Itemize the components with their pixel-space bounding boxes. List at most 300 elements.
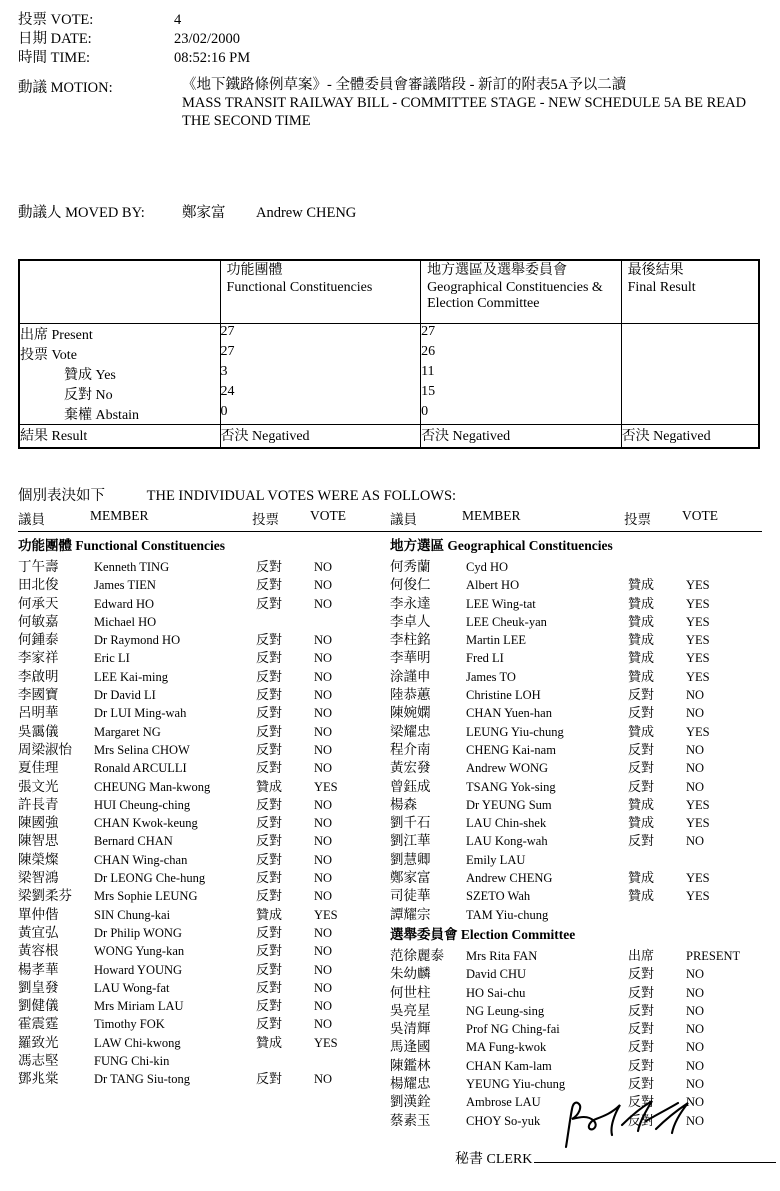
member-vote-en: NO (314, 871, 333, 886)
member-vote-row (18, 610, 390, 628)
member-vote-en: NO (686, 1095, 705, 1110)
member-vote-cn: 贊成 (628, 577, 655, 593)
member-vote-row (18, 665, 390, 683)
member-vote-row (390, 866, 762, 884)
member-vote-cn: 反對 (628, 1094, 655, 1110)
member-name-en: Dr Raymond HO (94, 633, 181, 648)
member-vote-en: NO (314, 560, 333, 574)
member-name-en: SIN Chung-kai (94, 907, 171, 922)
member-vote-cn: 反對 (256, 888, 283, 904)
member-vote-row (390, 811, 762, 829)
member-vote-cn: 贊成 (628, 815, 655, 831)
member-vote-en: NO (686, 688, 705, 703)
label-present-en: Present (51, 328, 93, 343)
member-vote-cn: 反對 (256, 595, 283, 611)
member-name-en: CHEUNG Man-kwong (94, 779, 211, 794)
member-vote-en: YES (686, 578, 710, 593)
member-vote-row (390, 1072, 762, 1090)
result-final: 否決 Negatived (621, 425, 758, 448)
member-name-cn: 涂謹申 (390, 668, 431, 684)
member-name-en: Dr Philip WONG (94, 925, 182, 940)
member-name-en: Prof NG Ching-fai (466, 1022, 560, 1037)
group-heading-en: Geographical Constituencies (444, 538, 613, 553)
present-final (621, 324, 758, 345)
member-vote-en: NO (314, 944, 333, 959)
member-vote-en: NO (686, 761, 705, 776)
member-vote-cn: 贊成 (628, 888, 655, 904)
member-name-cn: 單仲偕 (18, 906, 59, 922)
member-vote-cn: 反對 (256, 924, 283, 940)
summary-label-result (20, 425, 221, 448)
member-name-cn: 陳智思 (18, 833, 59, 849)
member-vote-cn: 反對 (628, 1039, 655, 1055)
time-value: 08:52:16 PM (174, 50, 251, 66)
member-name-cn: 丁午壽 (18, 559, 59, 574)
right-group-container (390, 532, 762, 1127)
summary-col-final (621, 261, 758, 324)
member-vote-row (18, 1012, 390, 1030)
member-vote-row (390, 962, 762, 980)
member-vote-row (390, 775, 762, 793)
member-vote-cn: 反對 (628, 833, 655, 849)
member-name-en: LAW Chi-kwong (94, 1035, 181, 1050)
member-vote-en: YES (686, 816, 710, 831)
member-vote-row (18, 994, 390, 1012)
member-name-cn: 霍震霆 (18, 1016, 59, 1032)
member-name-cn: 鄧兆棠 (18, 1071, 59, 1087)
member-vote-cn: 贊成 (256, 906, 283, 922)
summary-col-functional (220, 261, 421, 324)
member-name-cn: 何敏嘉 (18, 613, 59, 629)
member-name-en: LEE Cheuk-yan (466, 614, 547, 629)
member-name-en: Margaret NG (94, 724, 161, 739)
group-heading-cn: 功能團體 (18, 538, 72, 553)
member-name-cn: 周梁淑怡 (18, 741, 72, 757)
member-name-en: Emily LAU (466, 852, 526, 867)
member-vote-row (18, 958, 390, 976)
member-vote-en: YES (686, 797, 710, 812)
member-vote-cn: 反對 (256, 1016, 283, 1032)
member-vote-en: YES (686, 871, 710, 886)
individual-votes-columns (18, 508, 762, 1127)
member-name-cn: 劉漢銓 (390, 1094, 431, 1110)
member-vote-en: NO (314, 889, 333, 904)
member-vote-en: PRESENT (686, 948, 741, 963)
header-vote-cn-right: 投票 (624, 512, 651, 527)
member-vote-row (390, 944, 762, 962)
member-name-en: TAM Yiu-chung (466, 907, 549, 922)
member-vote-cn: 反對 (628, 760, 655, 776)
member-name-cn: 馬逢國 (390, 1039, 431, 1055)
member-name-cn: 黃容根 (18, 943, 59, 959)
member-name-cn: 司徒華 (390, 888, 431, 904)
member-name-en: CHAN Yuen-han (466, 706, 552, 721)
member-name-en: Martin LEE (466, 633, 527, 648)
group-heading (18, 532, 390, 555)
member-vote-row (390, 848, 762, 866)
member-vote-cn: 贊成 (628, 632, 655, 648)
member-vote-cn: 反對 (256, 760, 283, 776)
member-vote-row (18, 1031, 390, 1049)
group-heading (390, 921, 762, 944)
member-name-en: Eric LI (94, 651, 130, 666)
clerk-signature (560, 1095, 710, 1155)
meta-row-date (18, 27, 748, 46)
member-name-en: Edward HO (94, 596, 155, 611)
member-name-cn: 楊耀忠 (390, 1076, 431, 1092)
member-vote-cn: 反對 (256, 851, 283, 867)
label-result-en: Result (51, 429, 88, 444)
member-vote-row (390, 829, 762, 847)
label-vote-cn: 投票 (20, 348, 48, 363)
member-vote-row (18, 775, 390, 793)
member-name-en: Dr David LI (94, 688, 156, 703)
member-name-cn: 陳婉嫻 (390, 705, 431, 721)
member-name-cn: 李華明 (390, 650, 431, 666)
member-vote-cn: 反對 (256, 796, 283, 812)
header-vote-en-right: VOTE (682, 508, 718, 523)
motion-label: 動議 MOTION: (18, 80, 113, 96)
member-name-en: Andrew WONG (466, 761, 549, 776)
member-name-en: CHAN Kam-lam (466, 1058, 552, 1073)
member-vote-cn: 反對 (256, 705, 283, 721)
member-name-en: James TIEN (94, 578, 156, 593)
member-vote-cn: 贊成 (628, 650, 655, 666)
member-vote-en: NO (686, 779, 705, 794)
member-vote-row (390, 903, 762, 921)
member-vote-en: NO (314, 816, 333, 831)
no-functional: 24 (220, 384, 421, 404)
member-vote-row (18, 884, 390, 902)
member-vote-en: NO (686, 834, 705, 849)
summary-row-result (20, 425, 759, 448)
meta-row-vote (18, 8, 748, 27)
member-vote-row (18, 939, 390, 957)
moved-by-name-english: Andrew CHENG (256, 205, 357, 221)
member-name-cn: 楊孝華 (18, 961, 59, 977)
member-vote-cn: 反對 (628, 1002, 655, 1018)
member-name-cn: 陸恭蕙 (390, 687, 431, 703)
column-functional (18, 508, 390, 1127)
member-name-cn: 李啟明 (18, 668, 59, 684)
col-functional-en: Functional Constituencies (226, 279, 373, 295)
moved-by-block (18, 201, 356, 222)
summary-row-abstain (20, 404, 759, 425)
vote-value: 4 (174, 12, 182, 28)
member-name-en: Howard YOUNG (94, 962, 183, 977)
member-name-en: Timothy FOK (94, 1017, 165, 1032)
member-vote-en: NO (314, 706, 333, 721)
member-name-cn: 吳亮星 (390, 1002, 431, 1018)
abstain-functional: 0 (220, 404, 421, 425)
col-functional-cn: 功能團體 (226, 263, 283, 278)
member-vote-row (18, 573, 390, 591)
member-vote-cn: 反對 (628, 778, 655, 794)
summary-row-no (20, 384, 759, 404)
member-name-cn: 何鍾泰 (18, 632, 59, 648)
member-vote-cn: 贊成 (256, 778, 283, 794)
date-value: 23/02/2000 (174, 31, 241, 47)
vote-geographical: 26 (421, 344, 622, 364)
member-vote-en: NO (314, 724, 333, 739)
member-vote-en: NO (314, 797, 333, 812)
motion-block (18, 76, 758, 130)
label-no-en: No (95, 388, 113, 403)
member-vote-en: NO (314, 596, 333, 611)
member-vote-cn: 贊成 (628, 870, 655, 886)
member-vote-cn: 反對 (628, 1076, 655, 1092)
member-vote-row (390, 573, 762, 591)
motion-text-english: MASS TRANSIT RAILWAY BILL - COMMITTEE STAGE - NEW SCHEDULE 5A BE READ THE SECOND TIME (182, 95, 747, 129)
col-geographical-cn: 地方選區及選舉委員會 (427, 263, 568, 278)
member-name-cn: 李國寶 (18, 687, 59, 703)
member-vote-en: YES (314, 779, 338, 794)
member-name-cn: 譚耀宗 (390, 906, 431, 922)
member-name-cn: 劉皇發 (18, 979, 59, 995)
member-vote-row (18, 646, 390, 664)
member-vote-row (390, 610, 762, 628)
group-heading (390, 532, 762, 555)
moved-by-label: 動議人 MOVED BY: (18, 205, 145, 221)
member-vote-row (18, 555, 390, 573)
member-vote-cn: 反對 (256, 687, 283, 703)
member-vote-row (18, 811, 390, 829)
member-vote-en: NO (314, 742, 333, 757)
member-vote-cn: 反對 (256, 559, 283, 574)
group-heading-en: Functional Constituencies (72, 538, 226, 553)
member-vote-row (18, 756, 390, 774)
member-name-en: Cyd HO (466, 560, 509, 574)
member-name-en: Kenneth TING (94, 560, 170, 574)
member-name-cn: 許長青 (18, 796, 59, 812)
member-vote-en: NO (314, 669, 333, 684)
member-vote-en: NO (314, 925, 333, 940)
member-vote-cn: 贊成 (628, 796, 655, 812)
member-vote-row (18, 592, 390, 610)
member-vote-en: NO (314, 651, 333, 666)
header-member-en-right: MEMBER (462, 508, 521, 523)
member-name-cn: 陳榮燦 (18, 851, 59, 867)
member-vote-row (390, 1017, 762, 1035)
member-vote-cn: 反對 (628, 1112, 655, 1128)
date-label: 日期 DATE: (18, 31, 92, 47)
member-name-en: Andrew CHENG (466, 871, 553, 886)
member-name-cn: 吳靄儀 (18, 723, 59, 739)
member-name-en: Mrs Rita FAN (466, 948, 538, 963)
time-label: 時間 TIME: (18, 50, 91, 66)
member-name-cn: 范徐麗泰 (390, 947, 444, 963)
member-vote-row (390, 1035, 762, 1053)
member-name-en: LEE Kai-ming (94, 669, 168, 684)
meta-row-time (18, 46, 748, 65)
member-name-en: NG Leung-sing (466, 1003, 545, 1018)
summary-header-row (20, 261, 759, 324)
member-vote-en: NO (314, 1017, 333, 1032)
member-vote-row (18, 976, 390, 994)
member-vote-en: NO (314, 578, 333, 593)
member-name-en: Mrs Sophie LEUNG (94, 889, 198, 904)
column-geographical (390, 508, 762, 1127)
member-vote-cn: 反對 (628, 966, 655, 982)
member-name-cn: 吳清輝 (390, 1021, 431, 1037)
member-vote-en: NO (686, 1058, 705, 1073)
member-vote-en: NO (686, 742, 705, 757)
group-heading-cn: 地方選區 (390, 538, 444, 553)
vote-meta-block (18, 8, 748, 65)
member-name-en: MA Fung-kwok (466, 1040, 547, 1055)
member-name-cn: 馮志堅 (18, 1053, 59, 1069)
member-name-cn: 蔡素玉 (390, 1112, 431, 1128)
group-heading-cn: 選舉委員會 (390, 926, 458, 942)
member-vote-cn: 贊成 (628, 595, 655, 611)
member-name-cn: 黃宏發 (390, 760, 431, 776)
member-vote-cn: 贊成 (628, 723, 655, 739)
member-name-cn: 梁耀忠 (390, 723, 431, 739)
member-name-cn: 黃宜弘 (18, 924, 59, 940)
member-vote-en: NO (314, 834, 333, 849)
member-name-en: LEUNG Yiu-chung (466, 724, 564, 739)
member-vote-row (18, 628, 390, 646)
member-vote-row (390, 646, 762, 664)
member-vote-en: YES (686, 633, 710, 648)
label-no-cn: 反對 (64, 388, 92, 403)
vote-final (621, 344, 758, 364)
member-vote-row (390, 756, 762, 774)
summary-label-no (20, 384, 221, 404)
member-vote-en: NO (686, 1113, 705, 1128)
vote-label: 投票 VOTE: (18, 12, 94, 28)
member-vote-en: NO (314, 999, 333, 1014)
header-member-cn-right: 議員 (390, 512, 417, 527)
member-name-en: SZETO Wah (466, 889, 531, 904)
member-vote-en: NO (314, 688, 333, 703)
member-vote-row (390, 738, 762, 756)
member-vote-en: NO (686, 1077, 705, 1092)
member-name-cn: 劉江華 (390, 833, 431, 849)
member-vote-row (18, 848, 390, 866)
member-vote-en: YES (686, 889, 710, 904)
member-vote-en: NO (314, 633, 333, 648)
member-vote-cn: 反對 (256, 723, 283, 739)
individual-votes-title (18, 484, 456, 505)
member-vote-cn: 反對 (628, 705, 655, 721)
member-name-en: Bernard CHAN (94, 834, 173, 849)
member-vote-row (18, 738, 390, 756)
present-geographical: 27 (421, 324, 622, 345)
moved-by-name-chinese: 鄭家富 (182, 205, 226, 221)
summary-label-abstain (20, 404, 221, 425)
member-name-cn: 何世柱 (390, 984, 431, 1000)
clerk-label: 秘書 CLERK (455, 1152, 533, 1167)
member-name-en: Albert HO (466, 578, 520, 593)
summary-label-vote (20, 344, 221, 364)
member-name-en: HO Sai-chu (466, 985, 526, 1000)
member-name-cn: 鄭家富 (390, 870, 431, 886)
member-name-en: Ambrose LAU (466, 1095, 541, 1110)
member-name-en: CHAN Kwok-keung (94, 816, 198, 831)
column-header-left (18, 508, 390, 529)
member-name-cn: 程介南 (390, 741, 431, 757)
member-vote-row (390, 793, 762, 811)
member-vote-en: NO (686, 706, 705, 721)
member-vote-en: NO (686, 1022, 705, 1037)
member-vote-cn: 反對 (256, 1071, 283, 1087)
member-name-en: Christine LOH (466, 688, 541, 703)
member-name-cn: 李永達 (390, 595, 431, 611)
label-result-cn: 結果 (20, 429, 48, 444)
member-vote-en: YES (686, 596, 710, 611)
member-vote-cn: 反對 (628, 1057, 655, 1073)
member-name-en: LEE Wing-tat (466, 596, 536, 611)
summary-label-yes (20, 364, 221, 384)
member-vote-row (18, 720, 390, 738)
member-vote-cn: 出席 (628, 947, 655, 963)
member-name-cn: 梁劉柔芬 (18, 888, 72, 904)
header-vote-cn-left: 投票 (252, 512, 279, 527)
member-name-en: Mrs Miriam LAU (94, 999, 184, 1014)
individual-title-en: THE INDIVIDUAL VOTES WERE AS FOLLOWS: (146, 488, 457, 504)
member-vote-row (390, 592, 762, 610)
member-name-en: David CHU (466, 967, 527, 982)
member-name-cn: 李柱銘 (390, 632, 431, 648)
label-yes-cn: 贊成 (64, 368, 92, 383)
member-vote-cn: 反對 (256, 943, 283, 959)
member-vote-cn: 反對 (256, 577, 283, 593)
member-vote-en: NO (314, 980, 333, 995)
member-vote-cn: 反對 (256, 668, 283, 684)
member-vote-cn: 反對 (256, 979, 283, 995)
member-vote-row (390, 1054, 762, 1072)
vote-summary-table (18, 259, 760, 449)
member-vote-en: YES (686, 724, 710, 739)
label-vote-en: Vote (51, 348, 77, 363)
member-name-cn: 張文光 (18, 778, 59, 794)
member-vote-row (18, 793, 390, 811)
member-name-en: Ronald ARCULLI (94, 761, 187, 776)
member-name-en: FUNG Chi-kin (94, 1054, 170, 1069)
member-vote-row (390, 720, 762, 738)
member-vote-row (18, 903, 390, 921)
summary-col-geographical (421, 261, 622, 324)
header-member-cn-left: 議員 (18, 512, 45, 527)
member-vote-row (18, 866, 390, 884)
member-vote-en: NO (686, 1003, 705, 1018)
member-vote-cn: 反對 (256, 632, 283, 648)
member-vote-en: YES (686, 651, 710, 666)
member-vote-row (390, 981, 762, 999)
member-vote-cn: 反對 (256, 741, 283, 757)
vote-functional: 27 (220, 344, 421, 364)
member-vote-en: NO (686, 985, 705, 1000)
summary-corner-cell (20, 261, 221, 324)
member-vote-cn: 反對 (256, 870, 283, 886)
header-member-en-left: MEMBER (90, 508, 149, 523)
result-geographical: 否決 Negatived (421, 425, 622, 448)
member-vote-row (390, 628, 762, 646)
member-vote-en: NO (314, 852, 333, 867)
member-name-en: Dr LEONG Che-hung (94, 871, 206, 886)
label-yes-en: Yes (95, 368, 116, 383)
member-name-en: HUI Cheung-ching (94, 797, 191, 812)
member-name-en: Michael HO (94, 614, 157, 629)
member-vote-en: NO (314, 962, 333, 977)
member-vote-cn: 贊成 (628, 613, 655, 629)
member-vote-row (390, 555, 762, 573)
motion-text (182, 76, 752, 130)
member-vote-row (390, 683, 762, 701)
member-name-cn: 劉慧卿 (390, 851, 431, 867)
member-vote-cn: 反對 (628, 1021, 655, 1037)
